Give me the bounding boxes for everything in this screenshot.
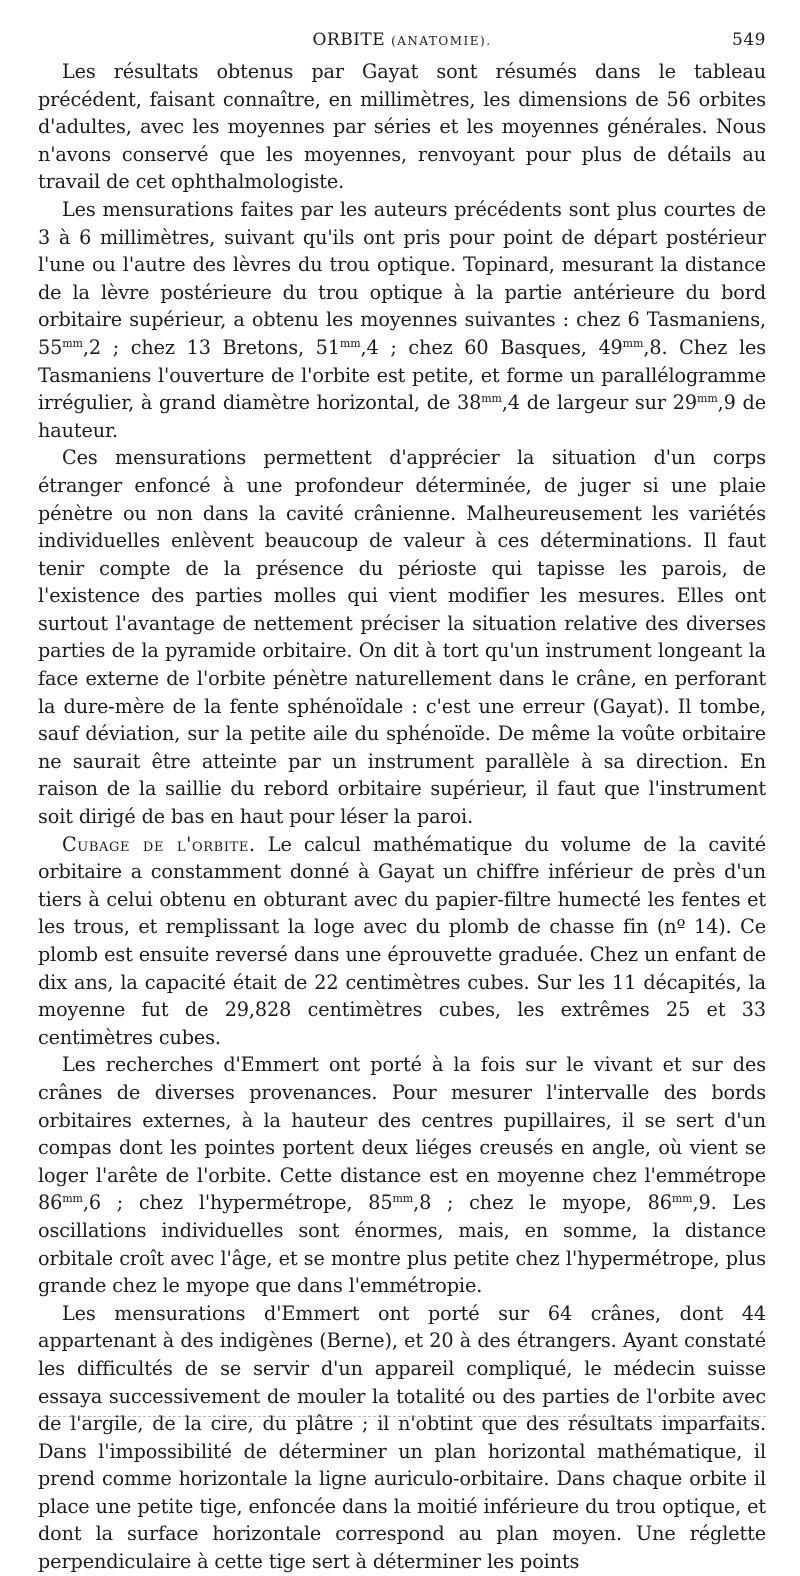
unit-superscript: mm [622,336,644,350]
unit-superscript: mm [697,392,718,406]
paragraph-text: ,8 ; chez le myope, 86 [413,1191,672,1215]
paragraph-text: ,9 de hauteur. [38,391,766,442]
paragraph-emmert-skulls [38,1300,766,1576]
unit-superscript: mm [62,1192,83,1206]
running-title-section: (ANATOMIE). [391,34,492,48]
unit-superscript: mm [671,1192,693,1206]
unit-superscript: mm [392,1192,414,1206]
page-number: 549 [732,30,766,50]
unit-superscript: mm [339,336,361,350]
paragraph-text: ,6 ; chez l'hypermétrope, 85 [82,1191,393,1215]
paragraph-text: Les résultats obtenus par Gayat sont résumés dans le tableau précédent, faisant connaître, en millimètres, les dimensions de 56 orbites d'adultes, avec les moyennes par séries et les moyennes générales. Nous n'avons conservé que les moyennes, renvoyant pour plus de détails au travail de cet ophthalmologiste. [38,60,766,194]
section-heading: Cubage de l'orbite. [62,832,256,856]
paragraph-results [38,58,766,196]
paragraph-text: Les recherches d'Emmert ont porté à la fois sur le vivant et sur des crânes de diverses provenances. Pour mesurer l'intervalle des bords orbitaires externes, à la hauteur des centres pupillaires, il se sert d'un compas dont les pointes portent deux liéges creusés en angle, où vient se loger l'arête de l'orbite. Cette distance est en moyenne chez l'emmétrope 86 [38,1053,766,1215]
unit-superscript: mm [62,336,83,350]
unit-superscript: mm [481,392,502,406]
body-text [38,58,766,1576]
paragraph-text: ,9. Les oscillations individuelles sont énormes, mais, en somme, la distance orbitale croît avec l'âge, et se montre plus petite chez l'hypermétrope, plus grande chez le myope que dans l'emmétropie. [38,1191,766,1298]
paragraph-text: ,4 ; chez 60 Basques, 49 [360,335,623,359]
paragraph-text: Les mensurations d'Emmert ont porté sur 64 crânes, dont 44 appartenant à des indigènes (Berne), et 20 à des étrangers. Ayant constaté les difficultés de se servir d'un appareil compliqué, le médecin suisse essaya successivement de mouler la totalité ou des parties de l'orbite avec de l'argile, de la cire, du plâtre ; il n'obtint que des résultats imparfaits. Dans l'impossibilité de déterminer un plan horizontal mathématique, il prend comme horizontale la ligne auriculo-orbitaire. Dans chaque orbite il place une petite tige, enfoncée dans la moitié inférieure du trou optique, et dont la surface horizontale correspond au plan moyen. Une réglette perpendiculaire à cette tige sert à déterminer les points [38,1301,766,1574]
paragraph-text: Le calcul mathématique du volume de la cavité orbitaire a constamment donné à Gayat un chiffre inférieur de près d'un tiers à celui obtenu en obturant avec du papier-filtre humecté les fentes et les trous, et remplissant la loge avec du plomb de chasse fin (nº 14). Ce plomb est ensuite reversé dans une éprouvette graduée. Chez un enfant de dix ans, la capacité était de 22 centimètres cubes. Sur les 11 décapités, la moyenne fut de 29,828 centimètres cubes, les extrêmes 25 et 33 centimètres cubes. [38,832,767,1049]
footer-rule [38,1416,766,1417]
paragraph-applications [38,444,766,830]
page [38,30,766,1576]
paragraph-text: ,2 ; chez 13 Bretons, 51 [82,335,340,359]
running-head [38,30,766,58]
paragraph-text: Ces mensurations permettent d'apprécier la situation d'un corps étranger enfoncé à une profondeur déterminée, de juger si une plaie pénètre ou non dans la cavité crânienne. Malheureusement les variétés individuelles enlèvent beaucoup de valeur à ces déterminations. Il faut tenir compte de la présence du périoste qui tapisse les parois, de l'existence des parties molles qui vient modifier les mesures. Elles ont surtout l'avantage de nettement préciser la situation relative des diverses parties de la pyramide orbitaire. On dit à tort qu'un instrument longeant la face externe de l'orbite pénètre naturellement dans le crâne, en perforant la dure-mère de la fente sphénoïdale : c'est une erreur (Gayat). Il tombe, sauf déviation, sur la petite aile du sphénoïde. De même la voûte orbitaire ne saurait être atteinte par un instrument parallèle à sa direction. En raison de la saillie du rebord orbitaire supérieur, il faut que l'instrument soit dirigé de bas en haut pour léser la paroi. [38,446,766,829]
paragraph-mensurations [38,196,766,444]
running-title-main: ORBITE [312,30,386,50]
paragraph-text: ,4 de largeur sur 29 [501,391,697,415]
paragraph-text: Les mensurations faites par les auteurs précédents sont plus courtes de 3 à 6 millimètres, suivant qu'ils ont pris pour point de départ postérieur l'une ou l'autre des lèvres du trou optique. Topinard, mesurant la distance de la lèvre postérieure du trou optique à la partie antérieure du bord orbitaire supérieur, a obtenu les moyennes suivantes : chez 6 Tasmaniens, 55 [38,197,766,359]
paragraph-cubage [38,831,766,1052]
paragraph-text: ,8. Chez les Tasmaniens l'ouverture de l'orbite est petite, et forme un parallélogramme irrégulier, à grand diamètre horizontal, de 38 [38,335,766,415]
running-title [38,30,766,50]
paragraph-emmert-research [38,1051,766,1299]
